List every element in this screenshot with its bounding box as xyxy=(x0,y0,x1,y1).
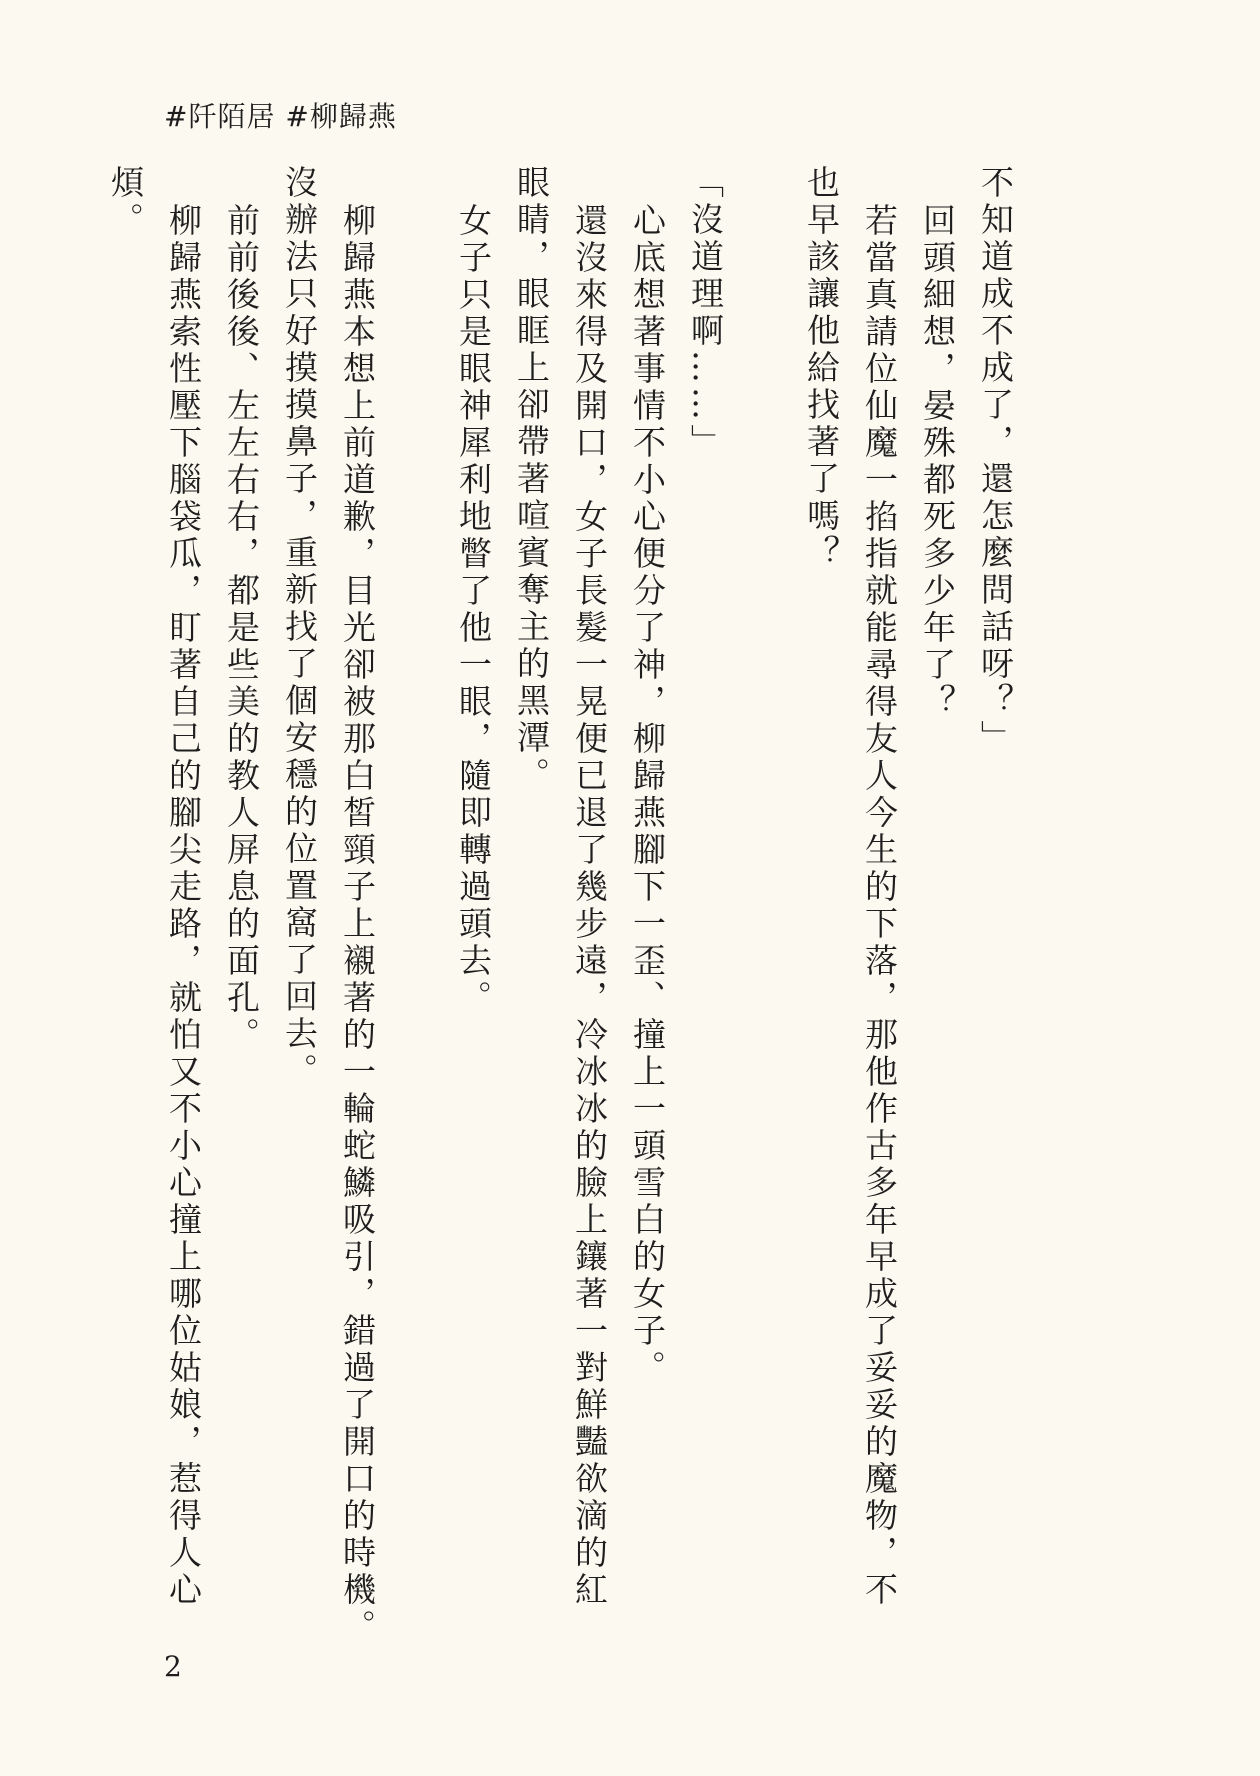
paragraph: 心底想著事情不小心便分了神，柳歸燕腳下一歪、撞上一頭雪白的女子。 xyxy=(628,202,667,1387)
body-text xyxy=(96,165,1024,1646)
paragraph xyxy=(734,165,792,1625)
paragraph: 不知道成不成了，還怎麼問話呀？」 xyxy=(976,165,1015,757)
paragraph: 柳歸燕索性壓下腦袋瓜，盯著自己的腳尖走路，就怕又不小心撞上哪位姑娘，惹得人心 xyxy=(164,202,203,1609)
paragraph: 柳歸燕本想上前道歉，目光卻被那白皙頸子上襯著的一輪蛇鱗吸引，錯過了開口的時機。 xyxy=(338,202,377,1646)
paragraph: 眼睛，眼眶上卻帶著喧賓奪主的黑潭。 xyxy=(512,165,551,794)
paragraph: 煩。 xyxy=(106,165,145,239)
paragraph: 回頭細想，晏殊都死多少年了？ xyxy=(918,202,957,721)
header-tags: #阡陌居 #柳歸燕 xyxy=(164,100,397,133)
paragraph: 女子只是眼神犀利地瞥了他一眼，隨即轉過頭去。 xyxy=(454,202,493,1017)
paragraph: 沒辦法只好摸摸鼻子，重新找了個安穩的位置窩了回去。 xyxy=(280,165,319,1090)
paragraph: 還沒來得及開口，女子長髮一晃便已退了幾步遠，冷冰冰的臉上鑲著一對鮮豔欲滴的紅 xyxy=(570,202,609,1609)
paragraph: 也早該讓他給找著了嗎？ xyxy=(802,165,841,572)
paragraph: 若當真請位仙魔一掐指就能尋得友人今生的下落，那他作古多年早成了妥妥的魔物，不 xyxy=(860,202,899,1609)
page-number: 2 xyxy=(164,1650,182,1683)
paragraph xyxy=(386,165,444,1625)
paragraph: 「沒道理啊……」 xyxy=(686,165,725,461)
paragraph: 前前後後、左左右右，都是些美的教人屏息的面孔。 xyxy=(222,202,261,1054)
